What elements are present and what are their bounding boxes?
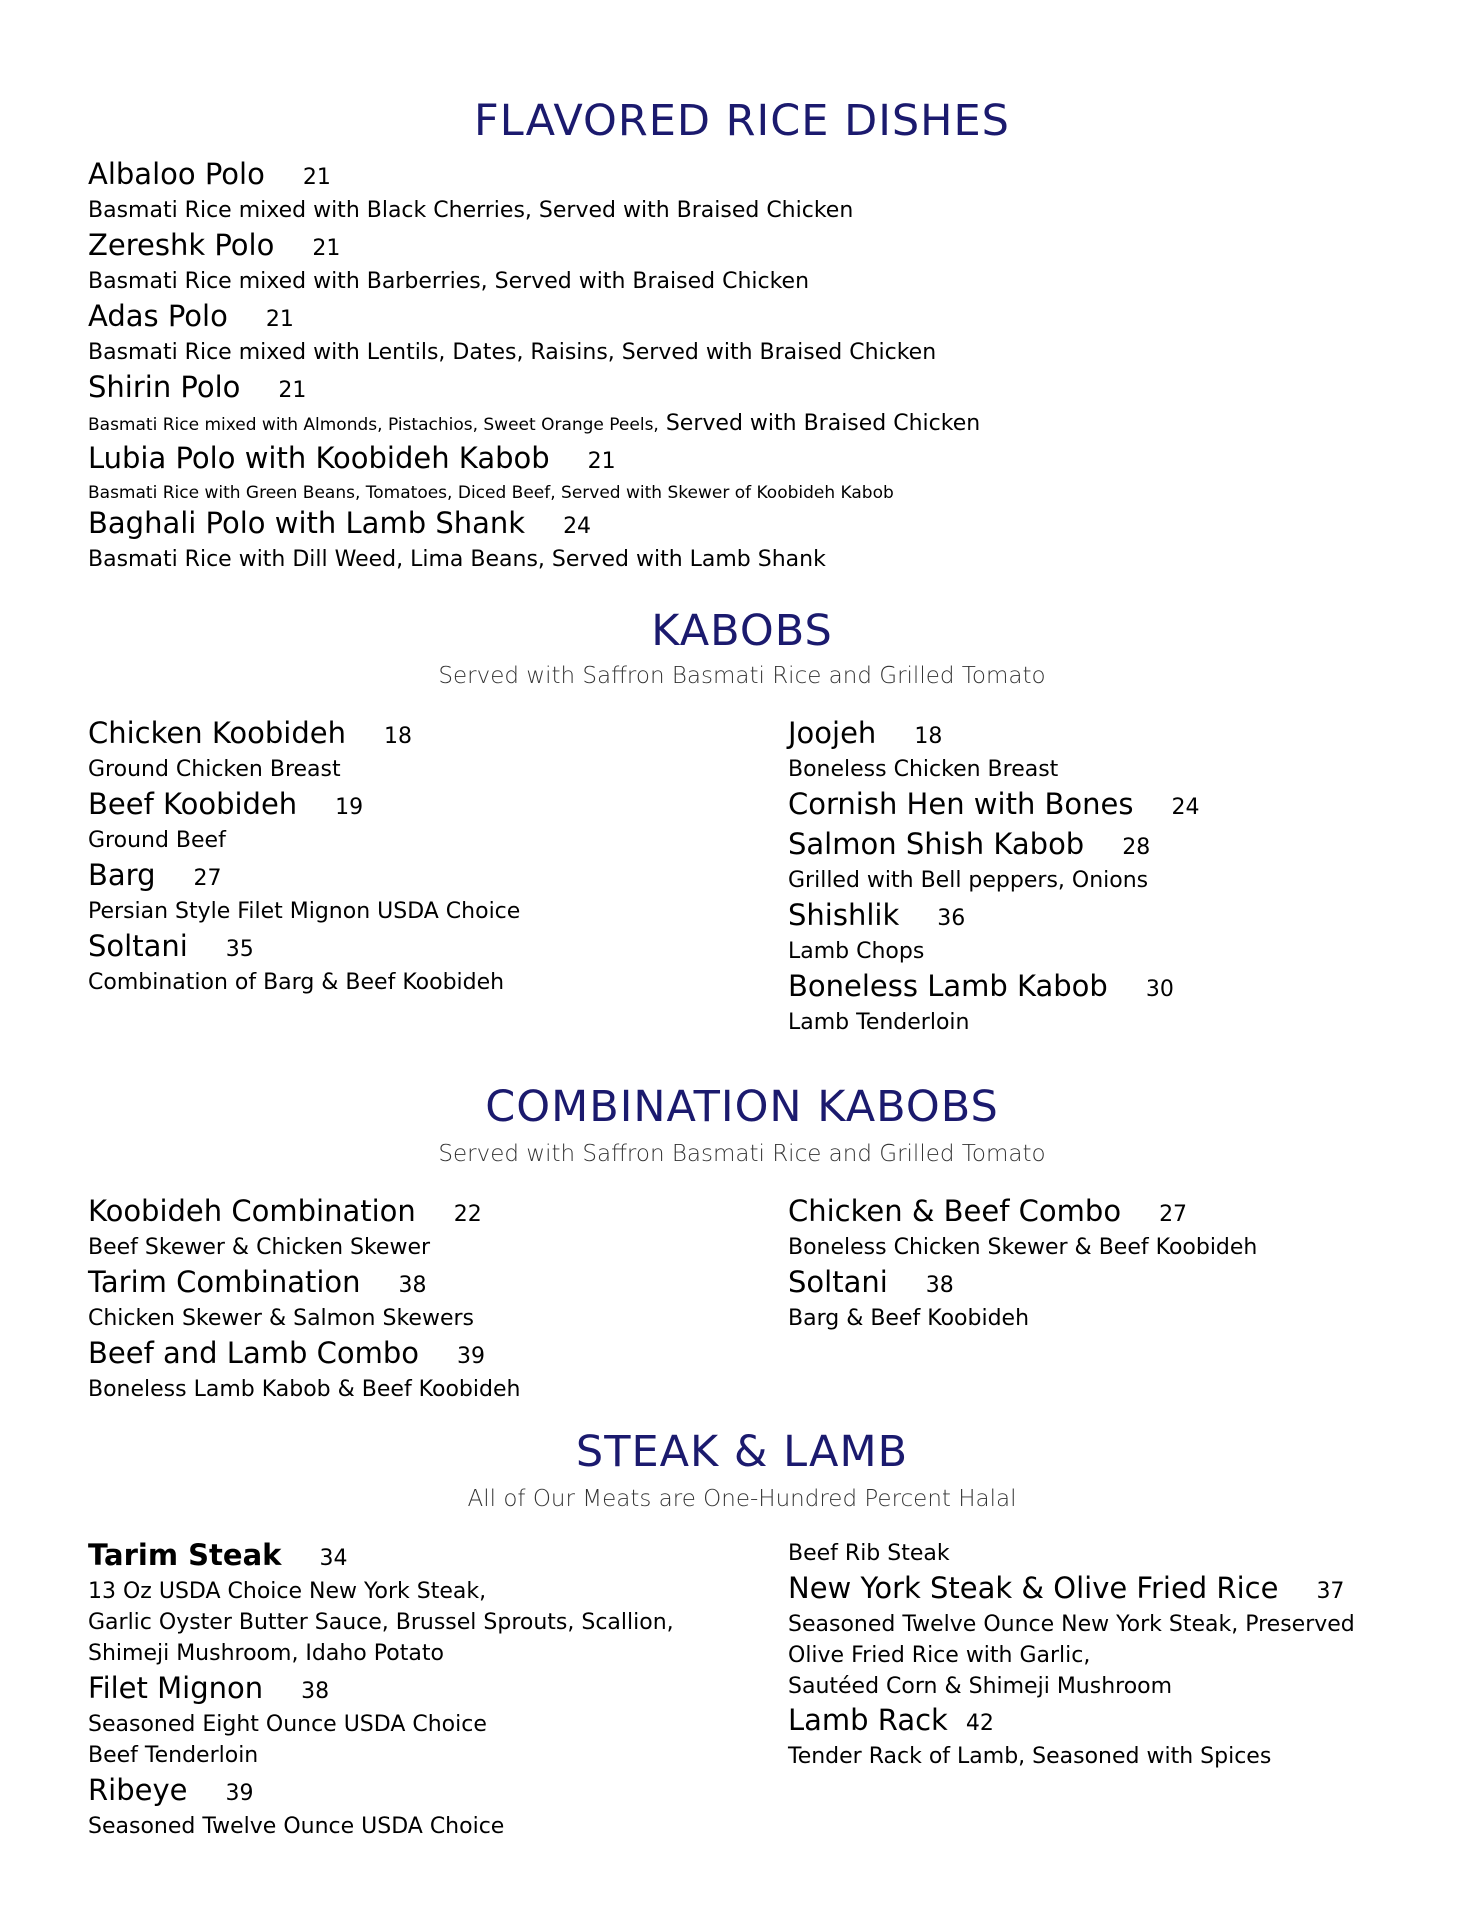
- item-price: 21: [587, 449, 616, 474]
- item-name: Chicken & Beef Combo: [788, 1194, 1122, 1228]
- item-name: Soltani: [788, 1265, 888, 1299]
- item-description: Basmati Rice mixed with Lentils, Dates, Raisins, Served with Braised Chicken: [88, 340, 937, 365]
- item-description: [88, 408, 1088, 441]
- item-description: Ground Chicken Breast: [88, 757, 341, 782]
- item-price: 37: [1316, 1579, 1345, 1604]
- section-subtitle-combo: Served with Saffron Basmati Rice and Grilled Tomato: [438, 1141, 1046, 1167]
- menu-item: [88, 1194, 768, 1263]
- item-price: 18: [914, 724, 943, 749]
- item-description-line: 13 Oz USDA Choice New York Steak,: [88, 1579, 487, 1604]
- item-description: Chicken Skewer & Salmon Skewers: [88, 1306, 474, 1331]
- item-price: 27: [193, 866, 222, 891]
- menu-item: [88, 1265, 768, 1334]
- item-name: Lubia Polo with Koobideh Kabob: [88, 441, 550, 475]
- item-name: Albaloo Polo: [88, 157, 265, 191]
- item-description: [788, 1741, 1468, 1772]
- section-title-rice: FLAVORED RICE DISHES: [474, 96, 1010, 146]
- item-name: Baghali Polo with Lamb Shank: [88, 506, 526, 540]
- item-name: Zereshk Polo: [88, 228, 275, 262]
- item-name: Adas Polo: [88, 299, 228, 333]
- item-description-line: Olive Fried Rice with Garlic,: [788, 1643, 1091, 1668]
- item-description-line: Shimeji Mushroom, Idaho Potato: [88, 1641, 444, 1666]
- item-name: Beef Koobideh: [88, 787, 298, 821]
- item-price: 19: [335, 795, 364, 820]
- section-title-kabobs: KABOBS: [651, 606, 833, 656]
- item-description-large: Served with Braised Chicken: [665, 411, 981, 436]
- item-description-line: Garlic Oyster Butter Sauce, Brussel Sprouts, Scallion,: [88, 1610, 674, 1635]
- item-description-line: Beef Tenderloin: [88, 1743, 259, 1768]
- item-name: Joojeh: [788, 716, 877, 750]
- item-price: 34: [319, 1546, 348, 1571]
- menu-item: [788, 898, 1468, 967]
- item-price: 24: [1171, 795, 1200, 820]
- item-name: Tarim Combination: [88, 1265, 361, 1299]
- menu-item: [88, 716, 768, 785]
- menu-item: [788, 1265, 1468, 1334]
- item-description: Combination of Barg & Beef Koobideh: [88, 970, 505, 995]
- section-subtitle-kabobs: Served with Saffron Basmati Rice and Grilled Tomato: [438, 663, 1046, 689]
- item-description: [88, 1709, 768, 1771]
- menu-item: [788, 1194, 1468, 1263]
- menu-item: [88, 1336, 768, 1405]
- item-name: Filet Mignon: [88, 1671, 264, 1705]
- item-price: 24: [563, 514, 592, 539]
- item-price: 38: [925, 1273, 954, 1298]
- section-title-steak: STEAK & LAMB: [575, 1427, 909, 1477]
- item-price: 30: [1145, 977, 1174, 1002]
- menu-item: [88, 228, 1088, 297]
- item-price: 22: [453, 1202, 482, 1227]
- item-description: [88, 1576, 768, 1669]
- item-price: 38: [398, 1273, 427, 1298]
- item-price: 39: [456, 1344, 485, 1369]
- item-price: 28: [1122, 835, 1151, 860]
- item-description: Basmati Rice with Green Beans, Tomatoes, Diced Beef, Served with Skewer of Koobideh Kabob: [88, 483, 894, 503]
- item-description-line: Seasoned Twelve Ounce New York Steak, Preserved: [788, 1612, 1355, 1637]
- item-description: Lamb Tenderloin: [788, 1010, 970, 1035]
- item-name: Salmon Shish Kabob: [788, 827, 1085, 861]
- menu-item: [88, 1671, 768, 1771]
- item-description: Boneless Chicken Skewer & Beef Koobideh: [788, 1235, 1258, 1260]
- item-description: Boneless Chicken Breast: [788, 757, 1059, 782]
- item-description-small: Basmati Rice mixed with Almonds, Pistachios, Sweet Orange Peels,: [88, 415, 659, 435]
- item-name: Boneless Lamb Kabob: [788, 969, 1108, 1003]
- item-name: Soltani: [88, 929, 188, 963]
- item-name: Ribeye: [88, 1773, 188, 1807]
- menu-item: [788, 827, 1468, 896]
- item-price: 21: [302, 165, 331, 190]
- item-price: 36: [937, 906, 966, 931]
- item-name: Tarim Steak: [88, 1538, 282, 1572]
- item-description: Ground Beef: [88, 828, 226, 853]
- menu-item: [88, 370, 1088, 441]
- item-name: Beef and Lamb Combo: [88, 1336, 419, 1370]
- item-description: Boneless Lamb Kabob & Beef Koobideh: [88, 1377, 521, 1402]
- item-name: Koobideh Combination: [88, 1194, 416, 1228]
- menu-item: [88, 1538, 768, 1669]
- menu-item: [788, 969, 1468, 1038]
- menu-item: [88, 157, 1088, 226]
- item-name: Barg: [88, 858, 156, 892]
- item-description: Grilled with Bell peppers, Onions: [788, 868, 1149, 893]
- item-price: 21: [312, 236, 341, 261]
- menu-item: [788, 1571, 1468, 1702]
- item-description: [88, 1811, 768, 1842]
- item-description: Basmati Rice with Dill Weed, Lima Beans, Served with Lamb Shank: [88, 547, 826, 572]
- menu-item: [88, 441, 1188, 509]
- item-price: 27: [1159, 1202, 1188, 1227]
- item-name: Shishlik: [788, 898, 900, 932]
- item-name: Lamb Rack: [788, 1703, 948, 1737]
- item-description: Beef Rib Steak: [788, 1541, 950, 1566]
- menu-item: [88, 506, 1088, 575]
- menu-item: [788, 716, 1468, 785]
- menu-item: [788, 787, 1468, 821]
- item-description: Persian Style Filet Mignon USDA Choice: [88, 899, 521, 924]
- item-description: Beef Skewer & Chicken Skewer: [88, 1235, 431, 1260]
- item-description-line: Seasoned Eight Ounce USDA Choice: [88, 1712, 487, 1737]
- item-name: New York Steak & Olive Fried Rice: [788, 1571, 1279, 1605]
- section-title-combo: COMBINATION KABOBS: [485, 1082, 999, 1132]
- item-price: 39: [225, 1781, 254, 1806]
- item-name: Chicken Koobideh: [88, 716, 346, 750]
- item-price: 21: [278, 378, 307, 403]
- item-price: 35: [225, 937, 254, 962]
- menu-item: [88, 858, 768, 927]
- item-price: 42: [965, 1711, 994, 1736]
- item-description-line: Tender Rack of Lamb, Seasoned with Spices: [788, 1744, 1272, 1769]
- item-name: Cornish Hen with Bones: [788, 787, 1134, 821]
- menu-item: [88, 787, 768, 856]
- item-description-line: Sautéed Corn & Shimeji Mushroom: [788, 1674, 1173, 1699]
- item-description: Basmati Rice mixed with Barberries, Served with Braised Chicken: [88, 269, 810, 294]
- menu-item: [788, 1703, 1468, 1772]
- item-description: Lamb Chops: [788, 939, 925, 964]
- menu-item: [88, 1773, 768, 1842]
- item-price: 21: [265, 307, 294, 332]
- item-description: Barg & Beef Koobideh: [788, 1306, 1030, 1331]
- item-description: [788, 1609, 1468, 1702]
- item-description: Basmati Rice mixed with Black Cherries, Served with Braised Chicken: [88, 198, 854, 223]
- item-price: 18: [383, 724, 412, 749]
- section-subtitle-steak: All of Our Meats are One-Hundred Percent Halal: [467, 1486, 1017, 1512]
- item-name: Shirin Polo: [88, 370, 241, 404]
- menu-item: [88, 929, 768, 998]
- menu-item: [88, 299, 1088, 368]
- item-description-line: Seasoned Twelve Ounce USDA Choice: [88, 1814, 505, 1839]
- item-price: 38: [301, 1679, 330, 1704]
